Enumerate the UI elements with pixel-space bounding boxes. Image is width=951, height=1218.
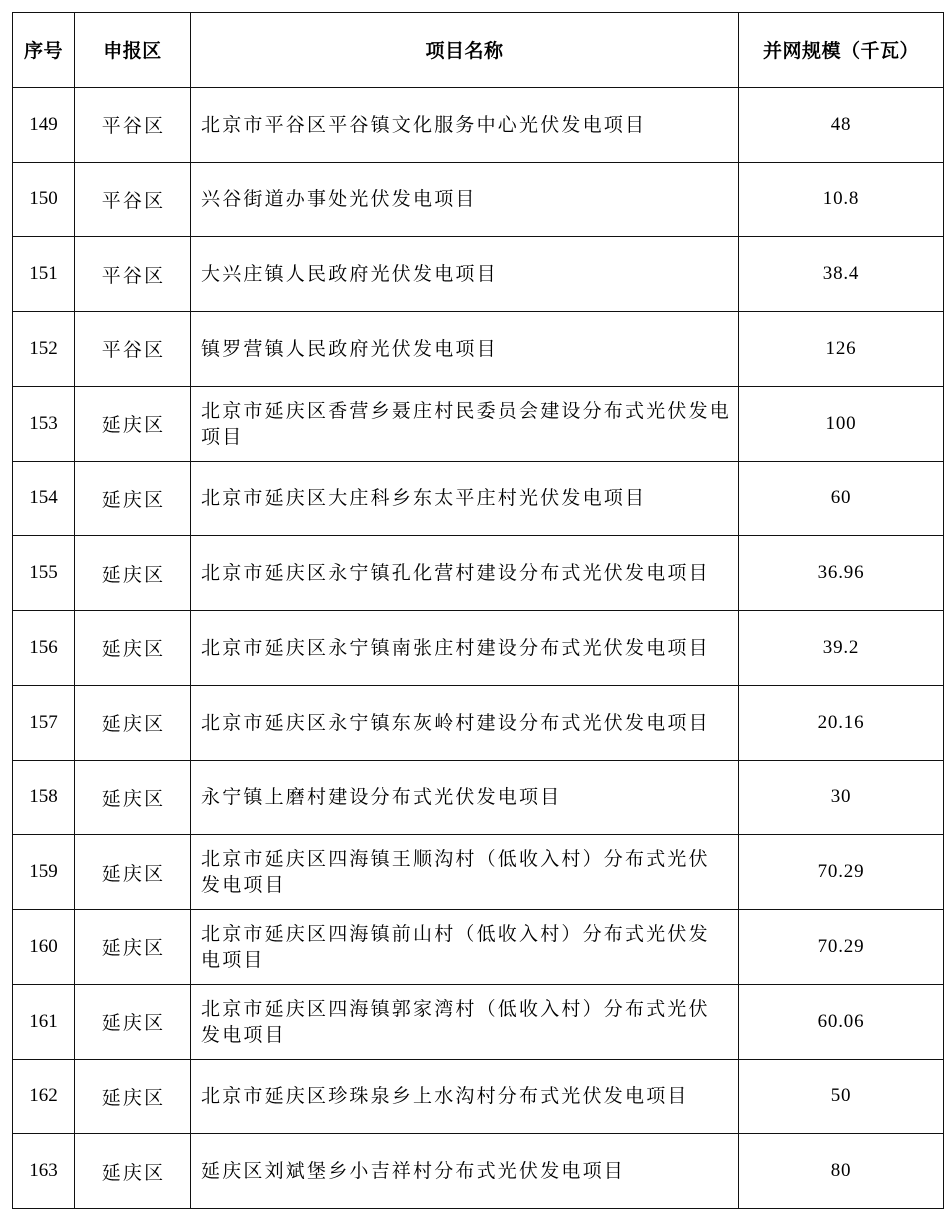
table-row <box>13 87 944 162</box>
cell-capacity: 10.8 <box>739 162 944 237</box>
cell-district: 延庆区 <box>75 1134 191 1209</box>
table-row <box>13 461 944 536</box>
cell-name-line: 大兴庄镇人民政府光伏发电项目 <box>201 263 498 286</box>
table-header-row <box>13 13 944 88</box>
cell-name <box>191 910 739 985</box>
cell-capacity: 39.2 <box>739 611 944 686</box>
cell-id: 160 <box>13 910 75 985</box>
cell-id: 159 <box>13 835 75 910</box>
cell-name-line: 北京市延庆区珍珠泉乡上水沟村分布式光伏发电项目 <box>201 1085 689 1108</box>
cell-name-line: 电项目 <box>201 948 265 971</box>
cell-name <box>191 162 739 237</box>
cell-name-line: 北京市延庆区大庄科乡东太平庄村光伏发电项目 <box>201 487 647 510</box>
table-row <box>13 536 944 611</box>
cell-name-line: 北京市延庆区香营乡聂庄村民委员会建设分布式光伏发电 <box>201 399 732 422</box>
cell-name-line: 北京市平谷区平谷镇文化服务中心光伏发电项目 <box>201 113 647 136</box>
table-row <box>13 611 944 686</box>
cell-district: 延庆区 <box>75 835 191 910</box>
cell-name-line: 发电项目 <box>201 1023 286 1046</box>
cell-id: 155 <box>13 536 75 611</box>
table-header <box>13 13 944 88</box>
table-row <box>13 910 944 985</box>
cell-name-line: 北京市延庆区永宁镇东灰岭村建设分布式光伏发电项目 <box>201 711 710 734</box>
table-row <box>13 162 944 237</box>
cell-district: 延庆区 <box>75 461 191 536</box>
cell-id: 158 <box>13 760 75 835</box>
cell-name-line: 延庆区刘斌堡乡小吉祥村分布式光伏发电项目 <box>201 1160 626 1183</box>
cell-id: 161 <box>13 984 75 1059</box>
cell-name-line: 北京市延庆区永宁镇孔化营村建设分布式光伏发电项目 <box>201 562 710 585</box>
table-row <box>13 1134 944 1209</box>
cell-name <box>191 685 739 760</box>
cell-name-line: 镇罗营镇人民政府光伏发电项目 <box>201 337 498 360</box>
cell-name <box>191 536 739 611</box>
cell-district: 延庆区 <box>75 760 191 835</box>
cell-name <box>191 760 739 835</box>
cell-id: 153 <box>13 386 75 461</box>
table-row <box>13 386 944 461</box>
cell-name <box>191 1134 739 1209</box>
cell-capacity: 38.4 <box>739 237 944 312</box>
cell-name-line: 永宁镇上磨村建设分布式光伏发电项目 <box>201 786 562 809</box>
cell-id: 163 <box>13 1134 75 1209</box>
cell-capacity: 48 <box>739 87 944 162</box>
cell-capacity: 70.29 <box>739 910 944 985</box>
cell-capacity: 100 <box>739 386 944 461</box>
table-body <box>13 87 944 1208</box>
cell-id: 150 <box>13 162 75 237</box>
cell-district: 平谷区 <box>75 237 191 312</box>
table-row <box>13 835 944 910</box>
cell-district: 平谷区 <box>75 87 191 162</box>
header-capacity: 并网规模（千瓦） <box>739 13 944 88</box>
table-row <box>13 984 944 1059</box>
table-row <box>13 760 944 835</box>
cell-name-line: 发电项目 <box>201 874 286 897</box>
cell-name <box>191 611 739 686</box>
cell-id: 154 <box>13 461 75 536</box>
cell-district: 平谷区 <box>75 312 191 387</box>
cell-name-line: 兴谷街道办事处光伏发电项目 <box>201 188 477 211</box>
header-id: 序号 <box>13 13 75 88</box>
cell-capacity: 60.06 <box>739 984 944 1059</box>
cell-district: 延庆区 <box>75 611 191 686</box>
cell-name <box>191 984 739 1059</box>
cell-capacity: 36.96 <box>739 536 944 611</box>
cell-district: 延庆区 <box>75 386 191 461</box>
project-table <box>12 12 944 1209</box>
cell-capacity: 30 <box>739 760 944 835</box>
cell-id: 156 <box>13 611 75 686</box>
cell-district: 延庆区 <box>75 1059 191 1134</box>
cell-name-line: 北京市延庆区永宁镇南张庄村建设分布式光伏发电项目 <box>201 636 710 659</box>
cell-name-line: 项目 <box>201 425 244 448</box>
cell-name <box>191 386 739 461</box>
cell-capacity: 126 <box>739 312 944 387</box>
cell-capacity: 60 <box>739 461 944 536</box>
table-row <box>13 237 944 312</box>
cell-name <box>191 835 739 910</box>
cell-id: 162 <box>13 1059 75 1134</box>
cell-id: 151 <box>13 237 75 312</box>
cell-district: 延庆区 <box>75 910 191 985</box>
cell-name <box>191 461 739 536</box>
cell-capacity: 80 <box>739 1134 944 1209</box>
cell-district: 延庆区 <box>75 984 191 1059</box>
cell-id: 149 <box>13 87 75 162</box>
cell-name <box>191 237 739 312</box>
cell-id: 157 <box>13 685 75 760</box>
cell-name <box>191 87 739 162</box>
cell-district: 延庆区 <box>75 536 191 611</box>
cell-name <box>191 1059 739 1134</box>
cell-name-line: 北京市延庆区四海镇王顺沟村（低收入村）分布式光伏 <box>201 848 710 871</box>
cell-name-line: 北京市延庆区四海镇前山村（低收入村）分布式光伏发 <box>201 922 710 945</box>
cell-capacity: 20.16 <box>739 685 944 760</box>
cell-name-line: 北京市延庆区四海镇郭家湾村（低收入村）分布式光伏 <box>201 997 710 1020</box>
cell-district: 延庆区 <box>75 685 191 760</box>
table-row <box>13 312 944 387</box>
table-row <box>13 685 944 760</box>
header-district: 申报区 <box>75 13 191 88</box>
cell-district: 平谷区 <box>75 162 191 237</box>
cell-capacity: 50 <box>739 1059 944 1134</box>
table-row <box>13 1059 944 1134</box>
cell-id: 152 <box>13 312 75 387</box>
cell-name <box>191 312 739 387</box>
header-name: 项目名称 <box>191 13 739 88</box>
cell-capacity: 70.29 <box>739 835 944 910</box>
